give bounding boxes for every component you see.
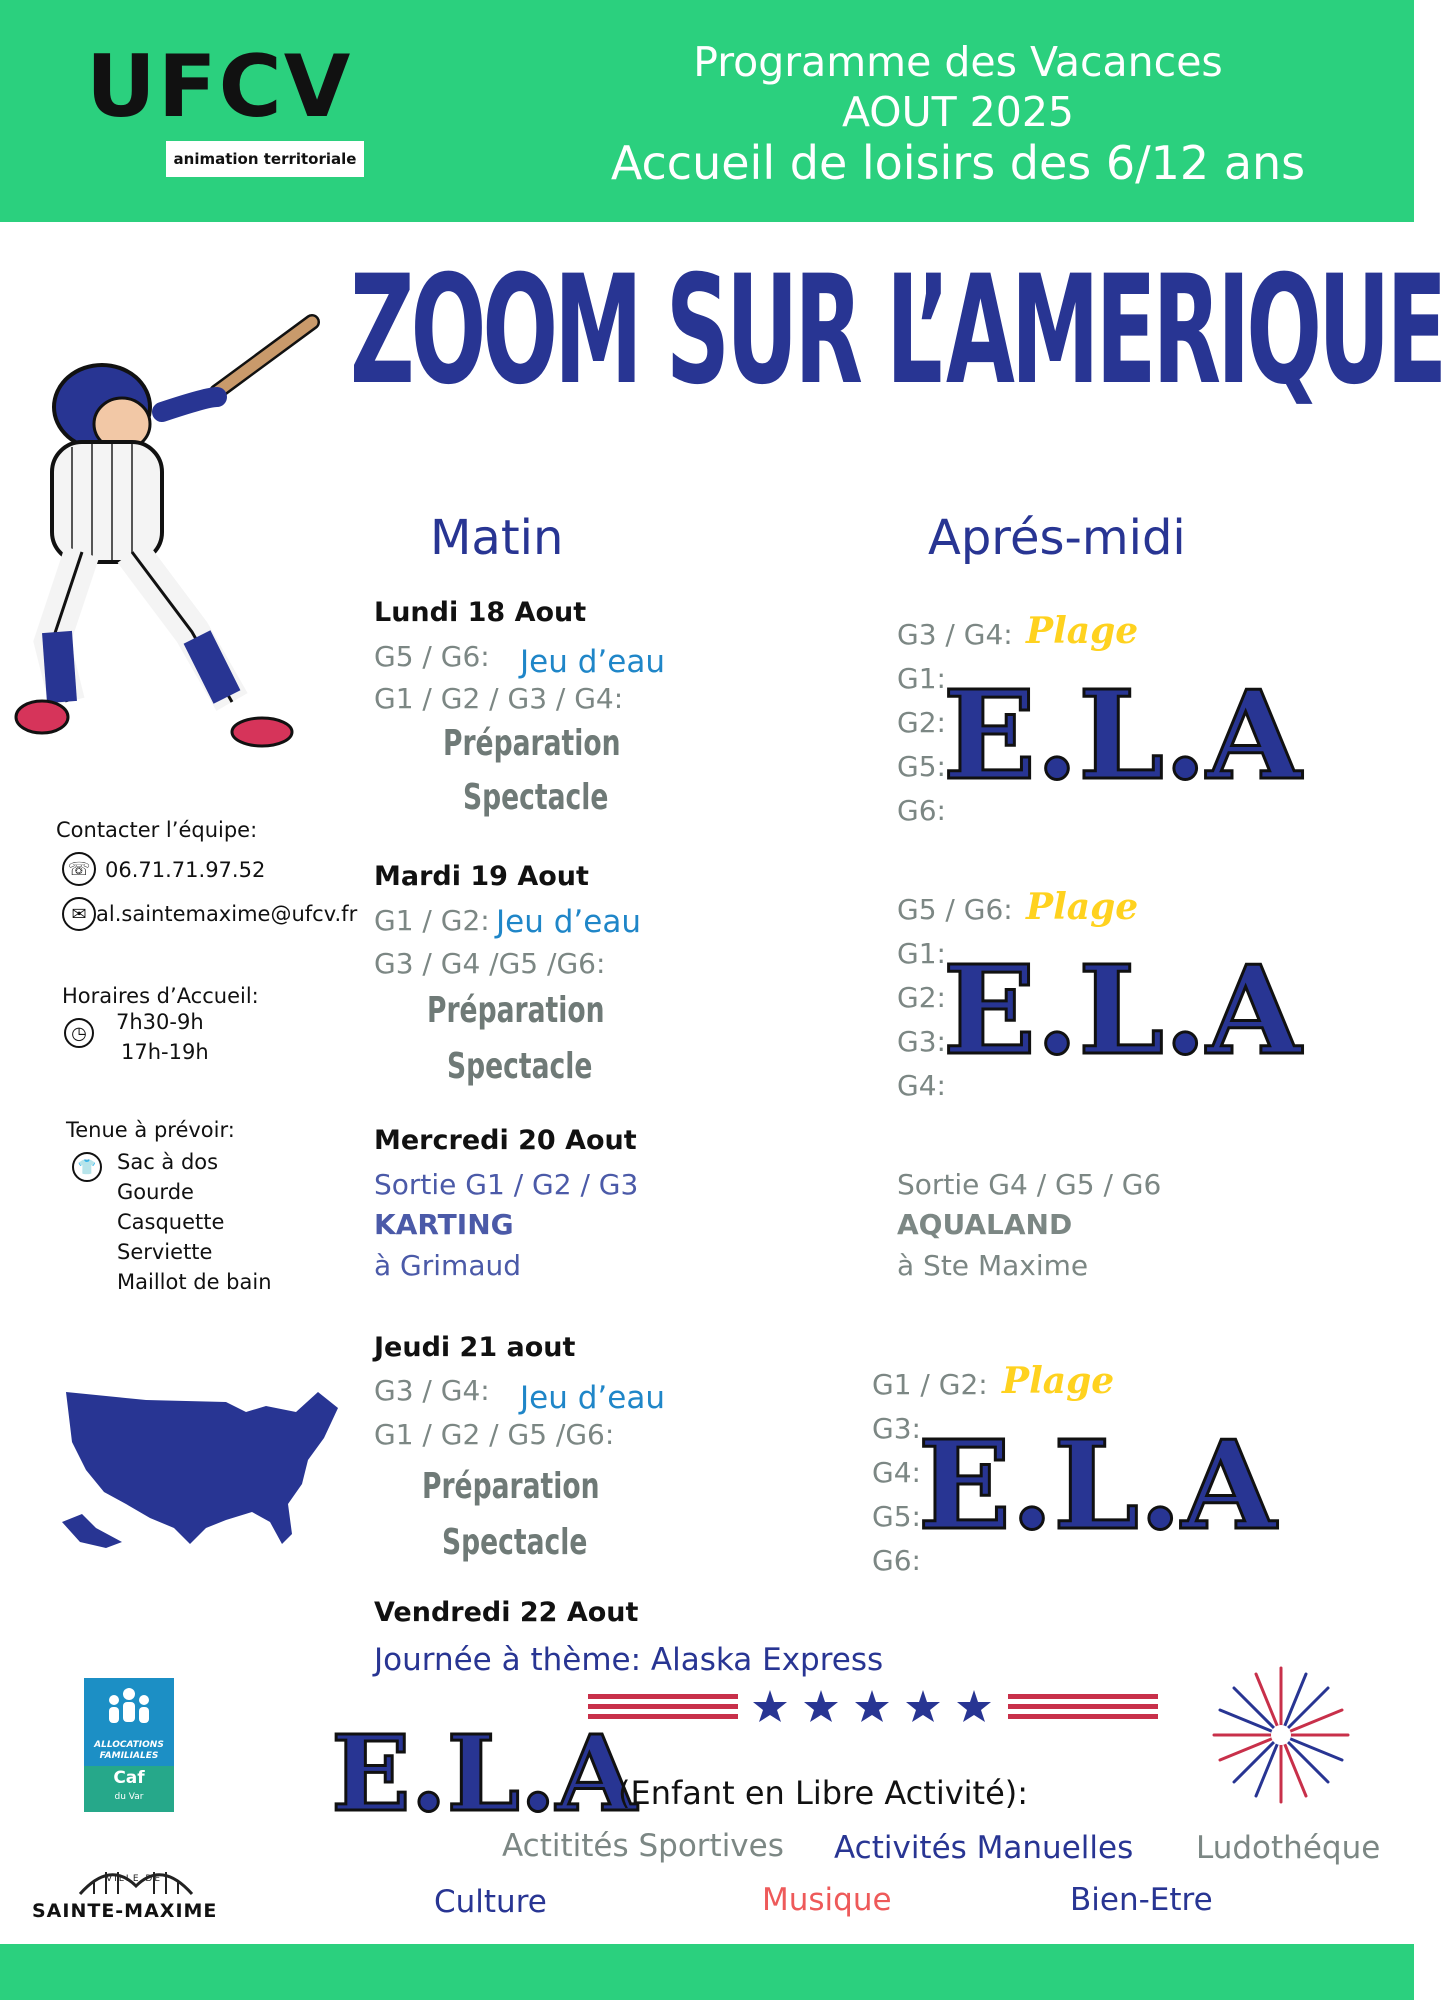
morning-heading: Matin bbox=[430, 510, 564, 566]
ela-legend-text: E.L.A bbox=[331, 1712, 637, 1835]
header-line-1: Programme des Vacances bbox=[693, 38, 1223, 86]
mon-prep-line-1: Préparation bbox=[443, 723, 621, 764]
caf-logo bbox=[84, 1678, 174, 1812]
gear-title: Tenue à prévoir: bbox=[66, 1118, 235, 1142]
header-line-2: AOUT 2025 bbox=[841, 88, 1075, 136]
thu-ela-group: G3: bbox=[872, 1412, 921, 1445]
page-title: ZOOM SUR L’AMERIQUE bbox=[350, 244, 1443, 418]
wed-morning-place: KARTING bbox=[374, 1208, 514, 1241]
caf-line-2: FAMILIALES bbox=[99, 1751, 159, 1761]
activity-wellbeing: Bien-Etre bbox=[1070, 1882, 1213, 1918]
mon-morning-groups-1: G5 / G6: bbox=[374, 640, 490, 673]
baseball-player-illustration bbox=[22, 312, 322, 752]
thu-prep-line-2: Spectacle bbox=[442, 1522, 588, 1563]
contact-phone[interactable]: 06.71.71.97.52 bbox=[105, 858, 266, 882]
tue-ela-group: G4: bbox=[897, 1069, 946, 1102]
mon-ela-group: G2: bbox=[897, 706, 946, 739]
caf-name: Caf bbox=[113, 1768, 145, 1788]
day-thursday: Jeudi 21 aout bbox=[374, 1332, 576, 1363]
tue-prep-line-1: Préparation bbox=[427, 990, 605, 1031]
ville-prefix: VILLE DE bbox=[106, 1874, 163, 1884]
mon-ela-logo bbox=[942, 663, 1302, 807]
tue-plage: Plage bbox=[1026, 886, 1139, 928]
mon-ela-group: G5: bbox=[897, 750, 946, 783]
phone-icon: ☏ bbox=[62, 852, 96, 886]
activity-sports: Actitités Sportives bbox=[502, 1828, 784, 1864]
contact-title: Contacter l’équipe: bbox=[56, 818, 258, 842]
activity-ludotheque: Ludothéque bbox=[1196, 1830, 1381, 1866]
ville-name: SAINTE-MAXIME bbox=[32, 1900, 218, 1922]
day-tuesday: Mardi 19 Aout bbox=[374, 861, 589, 892]
gear-item: Casquette bbox=[117, 1210, 225, 1234]
mon-morning-groups-2: G1 / G2 / G3 / G4: bbox=[374, 682, 624, 715]
tue-morning-activity: Jeu d’eau bbox=[496, 904, 641, 940]
tue-afternoon-groups-1: G5 / G6: bbox=[897, 893, 1013, 926]
tue-prep-line-2: Spectacle bbox=[447, 1046, 593, 1087]
stars-stripes-banner bbox=[588, 1688, 1158, 1732]
logo-tagline: animation territoriale bbox=[166, 141, 364, 177]
gear-item: Gourde bbox=[117, 1180, 194, 1204]
usa-map-illustration bbox=[56, 1382, 342, 1558]
tue-ela-group: G3: bbox=[897, 1025, 946, 1058]
activity-crafts: Activités Manuelles bbox=[834, 1830, 1134, 1866]
ufcv-logo: UFCV bbox=[86, 37, 353, 137]
mon-afternoon-groups-1: G3 / G4: bbox=[897, 618, 1013, 651]
tue-ela-logo bbox=[942, 938, 1302, 1082]
fireworks-illustration bbox=[1206, 1660, 1356, 1810]
thu-ela-logo bbox=[917, 1413, 1277, 1557]
wed-afternoon-where: à Ste Maxime bbox=[897, 1249, 1089, 1282]
mon-ela-text: E.L.A bbox=[942, 663, 1302, 807]
thu-afternoon-groups-1: G1 / G2: bbox=[872, 1368, 988, 1401]
email-icon: ✉ bbox=[62, 897, 96, 931]
mon-prep-line-2: Spectacle bbox=[463, 777, 609, 818]
tshirt-icon: 👕 bbox=[72, 1152, 102, 1182]
thu-ela-group: G6: bbox=[872, 1544, 921, 1577]
thu-morning-activity: Jeu d’eau bbox=[520, 1380, 665, 1416]
tue-ela-text: E.L.A bbox=[942, 938, 1302, 1082]
tue-ela-group: G2: bbox=[897, 981, 946, 1014]
caf-region: du Var bbox=[114, 1792, 144, 1802]
wed-morning-sortie: Sortie G1 / G2 / G3 bbox=[374, 1168, 639, 1201]
wed-afternoon-place: AQUALAND bbox=[897, 1208, 1073, 1241]
tue-morning-groups-1: G1 / G2: bbox=[374, 904, 490, 937]
thu-ela-text: E.L.A bbox=[917, 1413, 1277, 1557]
thu-morning-groups-1: G3 / G4: bbox=[374, 1374, 490, 1407]
thu-ela-group: G4: bbox=[872, 1456, 921, 1489]
afternoon-heading: Aprés-midi bbox=[928, 510, 1186, 566]
hours-morning: 7h30-9h bbox=[116, 1010, 204, 1034]
tue-ela-group: G1: bbox=[897, 937, 946, 970]
day-monday: Lundi 18 Aout bbox=[374, 597, 587, 628]
hours-title: Horaires d’Accueil: bbox=[62, 984, 259, 1008]
activity-music: Musique bbox=[762, 1882, 892, 1918]
header-line-3: Accueil de loisirs des 6/12 ans bbox=[610, 136, 1306, 190]
tue-morning-groups-2: G3 / G4 /G5 /G6: bbox=[374, 947, 606, 980]
hours-evening: 17h-19h bbox=[121, 1040, 209, 1064]
day-friday: Vendredi 22 Aout bbox=[374, 1597, 639, 1628]
contact-email[interactable]: al.saintemaxime@ufcv.fr bbox=[96, 902, 358, 926]
thu-ela-group: G5: bbox=[872, 1500, 921, 1533]
activity-culture: Culture bbox=[434, 1884, 547, 1920]
day-wednesday: Mercredi 20 Aout bbox=[374, 1125, 637, 1156]
gear-item: Maillot de bain bbox=[117, 1270, 272, 1294]
wed-morning-where: à Grimaud bbox=[374, 1249, 521, 1282]
thu-prep-line-1: Préparation bbox=[422, 1466, 600, 1507]
mon-morning-activity: Jeu d’eau bbox=[520, 644, 665, 680]
wed-afternoon-sortie: Sortie G4 / G5 / G6 bbox=[897, 1168, 1162, 1201]
thu-morning-groups-2: G1 / G2 / G5 /G6: bbox=[374, 1418, 615, 1451]
mon-ela-group: G1: bbox=[897, 662, 946, 695]
clock-icon: ◷ bbox=[64, 1018, 94, 1048]
gear-item: Sac à dos bbox=[117, 1150, 219, 1174]
caf-family-icon bbox=[102, 1686, 156, 1730]
ela-description: (Enfant en Libre Activité): bbox=[618, 1774, 1029, 1812]
friday-theme: Journée à thème: Alaska Express bbox=[374, 1642, 884, 1678]
mon-plage: Plage bbox=[1026, 610, 1139, 652]
thu-plage: Plage bbox=[1002, 1360, 1115, 1402]
mon-ela-group: G6: bbox=[897, 794, 946, 827]
footer-bar bbox=[0, 1944, 1414, 2000]
gear-item: Serviette bbox=[117, 1240, 213, 1264]
ela-legend-logo bbox=[331, 1712, 637, 1835]
caf-line-1: ALLOCATIONS bbox=[94, 1740, 164, 1750]
